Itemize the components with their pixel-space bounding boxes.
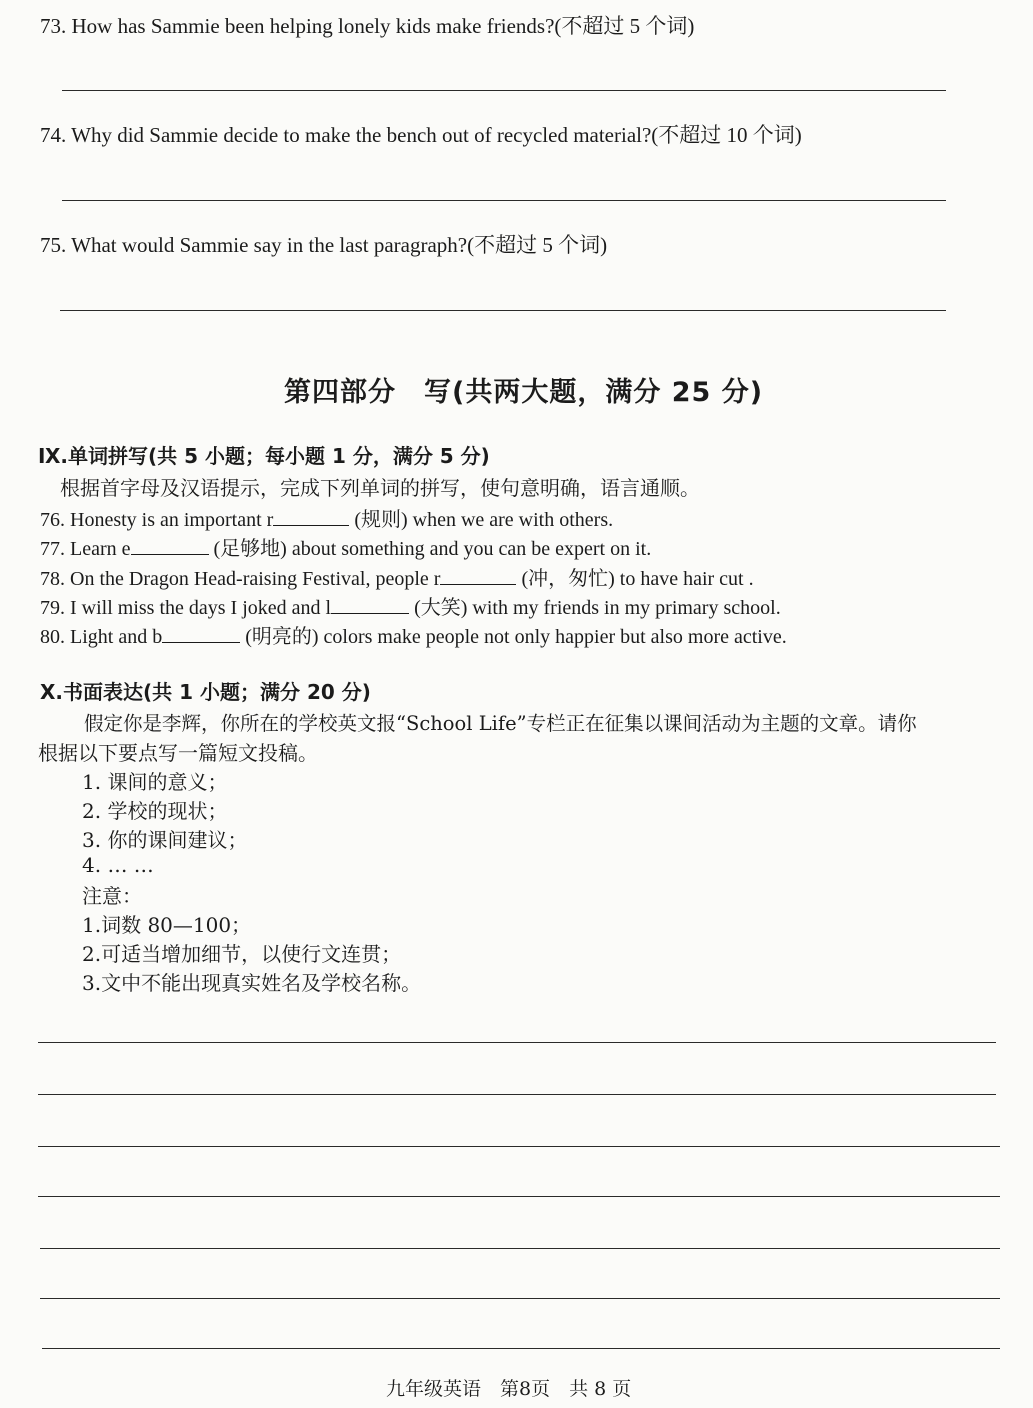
- point-1: 1. 课间的意义；: [82, 770, 228, 794]
- item-77: 77. Learn e (足够地) about something and you can be expert on it.: [40, 538, 652, 560]
- writing-line-4[interactable]: [38, 1196, 1000, 1197]
- writing-line-2[interactable]: [38, 1094, 996, 1095]
- writing-line-1[interactable]: [38, 1042, 996, 1043]
- blank-77[interactable]: [131, 536, 209, 555]
- point-3: 3. 你的课间建议；: [82, 828, 248, 852]
- question-75: [40, 229, 607, 259]
- question-text: How has Sammie been helping lonely kids make friends?(不超过 5 个词): [71, 14, 695, 38]
- question-number: 75.: [40, 233, 67, 257]
- page-footer: 九年级英语 第8页 共 8 页: [386, 1378, 632, 1400]
- answer-line-75[interactable]: [60, 310, 946, 311]
- blank-76[interactable]: [273, 507, 349, 526]
- point-2: 2. 学校的现状；: [82, 799, 228, 823]
- note-3: 3.文中不能出现真实姓名及学校名称。: [82, 971, 422, 995]
- note-label: 注意：: [82, 884, 142, 908]
- blank-79[interactable]: [331, 595, 409, 614]
- section-10-title: Ⅹ.书面表达(共 1 小题；满分 20 分): [40, 680, 371, 704]
- question-74: [40, 119, 802, 149]
- item-78: 78. On the Dragon Head-raising Festival, people r (冲，匆忙) to have hair cut .: [40, 568, 754, 590]
- part-title: 第四部分 写(共两大题，满分 25 分): [284, 377, 764, 408]
- question-text: What would Sammie say in the last paragraph?(不超过 5 个词): [71, 233, 608, 257]
- note-1: 1.词数 80—100；: [82, 913, 252, 937]
- note-2: 2.可适当增加细节，以使行文连贯；: [82, 942, 402, 966]
- answer-line-73[interactable]: [62, 90, 946, 91]
- blank-78[interactable]: [440, 566, 516, 585]
- question-number: 73.: [40, 14, 67, 38]
- writing-line-7[interactable]: [42, 1348, 1000, 1349]
- item-76: 76. Honesty is an important r (规则) when we are with others.: [40, 509, 614, 531]
- item-80: 80. Light and b (明亮的) colors make people not only happier but also more active.: [40, 626, 787, 648]
- section-10-prompt-line1: 假定你是李辉，你所在的学校英文报“School Life”专栏正在征集以课间活动为主题的文章。请你: [84, 712, 917, 735]
- question-number: 74.: [40, 123, 67, 147]
- writing-line-3[interactable]: [38, 1146, 1000, 1147]
- point-4: 4. … …: [82, 853, 154, 877]
- section-9-instruction: 根据首字母及汉语提示，完成下列单词的拼写，使句意明确，语言通顺。: [60, 476, 700, 500]
- writing-line-6[interactable]: [40, 1298, 1000, 1299]
- writing-line-5[interactable]: [40, 1248, 1000, 1249]
- answer-line-74[interactable]: [62, 200, 946, 201]
- section-9-title: Ⅸ.单词拼写(共 5 小题；每小题 1 分，满分 5 分): [38, 444, 490, 468]
- item-79: 79. I will miss the days I joked and l (大笑) with my friends in my primary school.: [40, 597, 781, 619]
- blank-80[interactable]: [162, 624, 240, 643]
- question-text: Why did Sammie decide to make the bench out of recycled material?(不超过 10 个词): [71, 123, 802, 147]
- section-10-prompt-line2: 根据以下要点写一篇短文投稿。: [38, 741, 318, 765]
- question-73: [40, 10, 694, 40]
